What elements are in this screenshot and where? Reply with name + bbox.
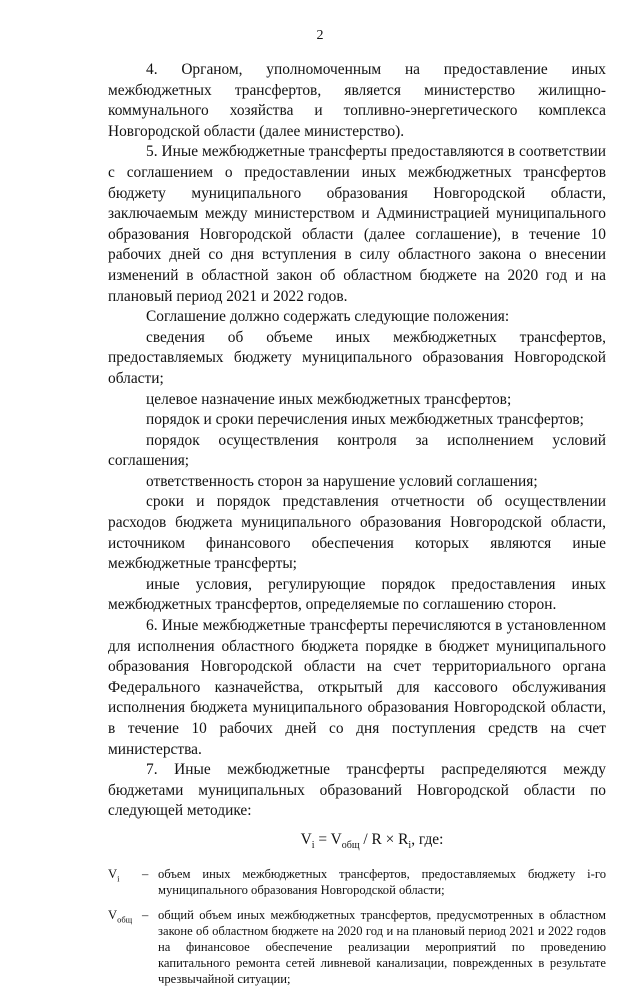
paragraph-5: 5. Иные межбюджетные трансферты предоставляются в соответствии с соглашением о предоставлении иных межбюджетных трансфертов бюджету муниципального образования Новгородской области, заключаемым между министерством и Администрацией муниципального образования Новгородской области (далее соглашение), в течение 10 рабочих дней со дня вступления в силу областного закона о внесении изменений в областной закон об областном бюджете на 2020 год и на плановый период 2021 и 2022 годов. (108, 143, 606, 305)
paragraph-7: 7. Иные межбюджетные трансферты распределяются между бюджетами муниципальных образований Новгородской области по следующей методике: (108, 761, 606, 820)
formula-r-subscript: i (408, 840, 412, 852)
agreement-item-control: порядок осуществления контроля за исполнением условий соглашения; (108, 431, 606, 470)
definition-symbol-subscript: общ (117, 914, 133, 925)
definition-text: общий объем иных межбюджетных трансфертов, предусмотренных в областном законе об областном бюджете на 2020 год и на плановый период 2021 и 2022 годов на финансовое обеспечение реализации мероприятий по проведению капитального ремонта сетей ливневой канализации, поврежденных в результате чрезвычайной ситуации; (158, 908, 606, 987)
distribution-formula (108, 830, 606, 856)
formula-v-subscript: i (311, 840, 315, 852)
definition-symbol (108, 907, 142, 987)
formula-vtotal-subscript: общ (341, 840, 360, 852)
agreement-item-transfer-order: порядок и сроки перечисления иных межбюджетных трансфертов; (146, 411, 584, 429)
formula-definitions (108, 866, 606, 987)
definition-symbol (108, 866, 142, 898)
agreement-item-responsibility: ответственность сторон за нарушение условий соглашения; (146, 472, 538, 490)
paragraph-agreement-intro: Соглашение должно содержать следующие положения: (146, 308, 510, 326)
definition-dash: – (142, 867, 149, 882)
page-number: 2 (316, 28, 324, 43)
agreement-item-purpose: целевое назначение иных межбюджетных трансфертов; (146, 390, 512, 408)
definition-vi (108, 866, 606, 898)
definition-symbol-base: V (108, 867, 118, 882)
formula-equals: = V (314, 830, 342, 848)
definition-symbol-base: V (108, 908, 118, 923)
definition-symbol-subscript: i (117, 873, 120, 884)
paragraph-6: 6. Иные межбюджетные трансферты перечисляются в установленном для исполнения областного бюджета порядке в бюджет муниципального образования Новгородской области на счет территориального органа Федерального казначейства, открытый для кассового обслуживания исполнения бюджета муниципального образования Новгородской области, в течение 10 рабочих дней со дня поступления средств на счет министерства. (108, 617, 606, 758)
formula-middle: / R × R (359, 830, 409, 848)
formula-v: V (300, 830, 312, 848)
agreement-item-other-conditions: иные условия, регулирующие порядок предоставления иных межбюджетных трансфертов, определяемые по соглашению сторон. (108, 575, 606, 614)
document-body (108, 60, 606, 996)
definition-text: объем иных межбюджетных трансфертов, предоставляемых бюджету i-го муниципального образования Новгородской области; (158, 867, 606, 898)
definition-dash: – (142, 908, 149, 923)
paragraph-4: 4. Органом, уполномоченным на предоставление иных межбюджетных трансфертов, является министерство жилищно-коммунального хозяйства и топливно-энергетического комплекса Новгородской области (далее министерство). (108, 61, 606, 140)
formula-tail: , где: (411, 830, 444, 848)
agreement-item-volume: сведения об объеме иных межбюджетных трансфертов, предоставляемых бюджету муниципального образования Новгородской области; (108, 328, 606, 387)
definition-vtotal (108, 907, 606, 987)
agreement-item-reporting: сроки и порядок представления отчетности об осуществлении расходов бюджета муниципального образования Новгородской области, источником финансового обеспечения которых являются иные межбюджетные трансферты; (108, 493, 606, 573)
